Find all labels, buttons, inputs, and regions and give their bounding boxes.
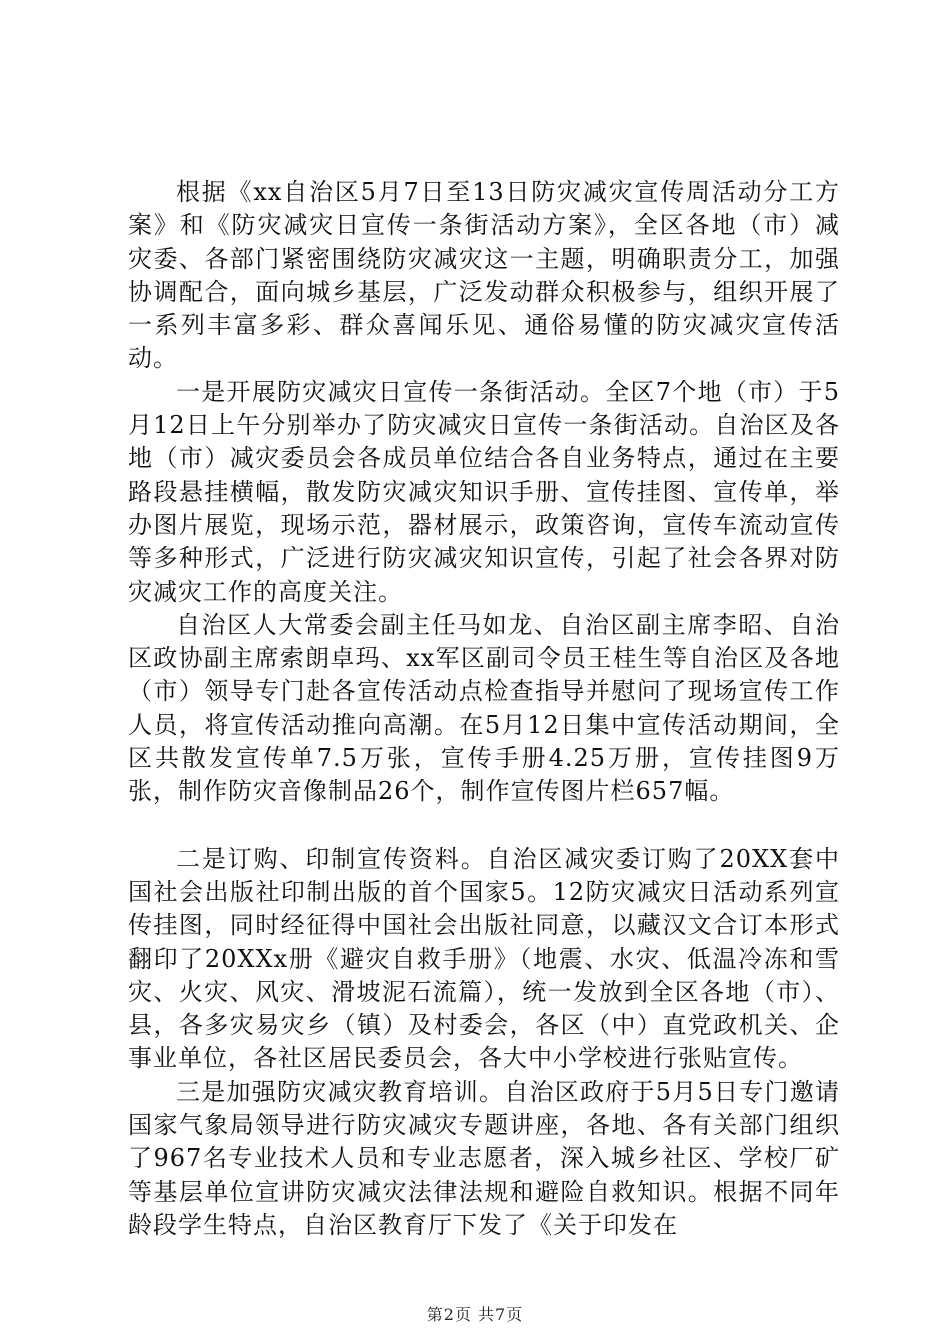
paragraph-item-1: 一是开展防灾减灾日宣传一条街活动。全区7个地（市）于5月12日上午分别举办了防灾减灾日宣传一条街活动。自治区及各地（市）减灾委员会各成员单位结合各自业务特点，通过在主要路段悬挂横幅，散发防灾减灾知识手册、宣传挂图、宣传单，举办图片展览，现场示范，器材展示，政策咨询，宣传车流动宣传等多种形式，广泛进行防灾减灾知识宣传，引起了社会各界对防灾减灾工作的高度关注。 (128, 377, 840, 606)
paragraph-leaders: 自治区人大常委会副主任马如龙、自治区副主席李昭、自治区政协副主席索朗卓玛、xx军区副司令员王桂生等自治区及各地（市）领导专门赴各宣传活动点检查指导并慰问了现场宣传工作人员，将宣传活动推向高潮。在5月12日集中宣传活动期间，全区共散发宣传单7.5万张，宣传手册4.25万册，宣传挂图9万张，制作防灾音像制品26个，制作宣传图片栏657幅。 (128, 610, 840, 806)
paragraph-gap (128, 809, 840, 843)
paragraph-intro: 根据《xx自治区5月7日至13日防灾减灾宣传周活动分工方案》和《防灾减灾日宣传一条街活动方案》，全区各地（市）减灾委、各部门紧密围绕防灾减灾这一主题，明确职责分工，加强协调配合，面向城乡基层，广泛发动群众积极参与，组织开展了一系列丰富多彩、群众喜闻乐见、通俗易懂的防灾减灾宣传活动。 (128, 178, 840, 373)
page-footer: 第2页 共7页 (426, 1305, 524, 1324)
document-body (128, 176, 840, 1242)
paragraph-item-3: 三是加强防灾减灾教育培训。自治区政府于5月5日专门邀请国家气象局领导进行防灾减灾专题讲座，各地、各有关部门组织了967名专业技术人员和专业志愿者，深入城乡社区、学校厂矿等基层单位宣讲防灾减灾法律法规和避险自救知识。根据不同年龄段学生特点，自治区教育厅下发了《关于印发在 (128, 1077, 840, 1239)
paragraph-item-2: 二是订购、印制宣传资料。自治区减灾委订购了20XX套中国社会出版社印制出版的首个国家5。12防灾减灾日活动系列宣传挂图，同时经征得中国社会出版社同意，以藏汉文合订本形式翻印了20XXx册《避灾自救手册》（地震、水灾、低温冷冻和雪灾、火灾、风灾、滑坡泥石流篇），统一发放到全区各地（市）、县，各多灾易灾乡（镇）及村委会，各区（中）直党政机关、企事业单位，各社区居民委员会，各大中小学校进行张贴宣传。 (128, 844, 840, 1073)
